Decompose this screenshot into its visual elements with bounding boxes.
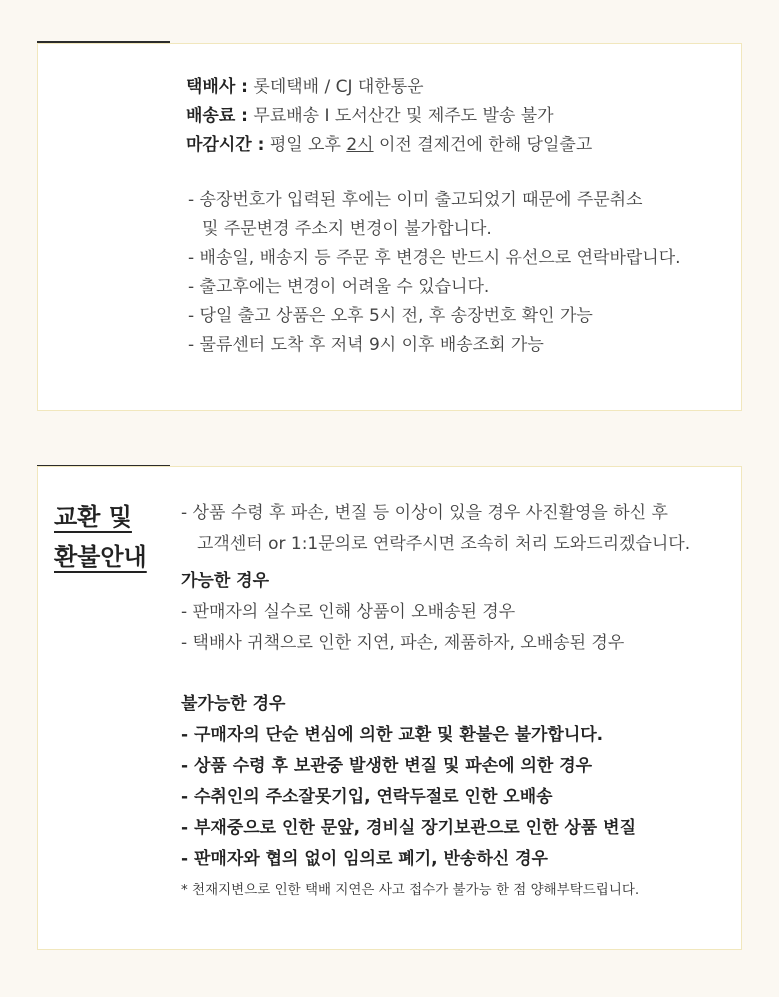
impossible-item: - 수취인의 주소잘못기입, 연락두절로 인한 오배송 bbox=[181, 787, 553, 807]
impossible-item: - 구매자의 단순 변심에 의한 교환 및 환불은 불가합니다. bbox=[181, 725, 604, 745]
cutoff-value-pre: 평일 오후 bbox=[269, 135, 341, 155]
fee-label: 배송료 : bbox=[186, 106, 248, 126]
possible-item: - 택배사 귀책으로 인한 지연, 파손, 제품하자, 오배송된 경우 bbox=[181, 633, 625, 653]
exchange-refund-card bbox=[37, 466, 742, 950]
impossible-item: - 판매자와 협의 없이 임의로 폐기, 반송하신 경우 bbox=[181, 849, 548, 869]
fee-value: 무료배송 I 도서산간 및 제주도 발송 불가 bbox=[253, 106, 554, 126]
shipping-note: - 송장번호가 입력된 후에는 이미 출고되었기 때문에 주문취소 bbox=[188, 190, 643, 210]
courier-value: 롯데택배 / CJ 대한통운 bbox=[253, 77, 424, 97]
impossible-heading: 불가능한 경우 bbox=[181, 694, 286, 714]
intro-line: 고객센터 or 1:1문의로 연락주시면 조속히 처리 도와드리겠습니다. bbox=[197, 534, 691, 554]
impossible-item: - 부재중으로 인한 문앞, 경비실 장기보관으로 인한 상품 변질 bbox=[181, 818, 636, 838]
intro-line: - 상품 수령 후 파손, 변질 등 이상이 있을 경우 사진활영을 하신 후 bbox=[181, 503, 668, 523]
shipping-note: - 배송일, 배송지 등 주문 후 변경은 반드시 유선으로 연락바랍니다. bbox=[188, 248, 681, 268]
fee-row bbox=[186, 102, 731, 131]
courier-label: 택배사 : bbox=[186, 77, 248, 97]
cutoff-row bbox=[186, 131, 731, 160]
section-title-line: 교환 및 bbox=[54, 503, 132, 531]
shipping-note: - 출고후에는 변경이 어려울 수 있습니다. bbox=[188, 277, 490, 297]
section-title bbox=[54, 497, 147, 577]
impossible-item: - 상품 수령 후 보관중 발생한 변질 및 파손에 의한 경우 bbox=[181, 756, 593, 776]
shipping-info-card bbox=[37, 43, 742, 411]
exchange-policy bbox=[181, 498, 735, 906]
cutoff-value-post: 이전 결제건에 한해 당일출고 bbox=[378, 135, 593, 155]
shipping-note: - 물류센터 도착 후 저녁 9시 이후 배송조회 가능 bbox=[188, 335, 544, 355]
footnote: * 천재지변으로 인한 택배 지연은 사고 접수가 불가능 한 점 양해부탁드립니다. bbox=[181, 882, 640, 898]
shipping-note: 및 주문변경 주소지 변경이 불가합니다. bbox=[202, 219, 492, 239]
shipping-note: - 당일 출고 상품은 오후 5시 전, 후 송장번호 확인 가능 bbox=[188, 306, 593, 326]
courier-row bbox=[186, 73, 731, 102]
section-title-line: 환불안내 bbox=[54, 543, 147, 571]
possible-item: - 판매자의 실수로 인해 상품이 오배송된 경우 bbox=[181, 602, 516, 622]
possible-heading: 가능한 경우 bbox=[181, 571, 270, 591]
cutoff-time: 2시 bbox=[346, 135, 374, 155]
cutoff-label: 마감시간 : bbox=[186, 135, 265, 155]
shipping-info bbox=[186, 73, 731, 360]
